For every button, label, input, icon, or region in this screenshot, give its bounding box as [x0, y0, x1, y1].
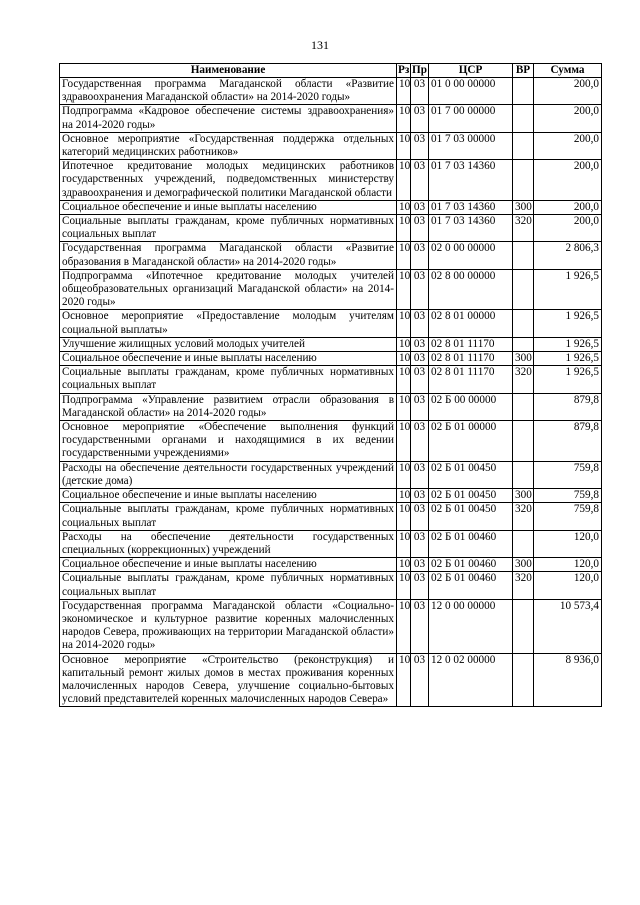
- page-number: 131: [311, 38, 329, 52]
- table-row: [60, 160, 602, 201]
- table-row: [60, 599, 602, 653]
- row-vr: 320: [513, 503, 534, 530]
- row-sum: 200,0: [534, 105, 602, 132]
- row-rz: 10: [397, 653, 411, 707]
- row-sum: 1 926,5: [534, 366, 602, 393]
- row-vr: [513, 337, 534, 351]
- row-name: Расходы на обеспечение деятельности государственных специальных (коррекционных) учреждений: [60, 530, 397, 557]
- row-vr: [513, 105, 534, 132]
- table-row: [60, 489, 602, 503]
- row-rz: 10: [397, 269, 411, 310]
- row-sum: 10 573,4: [534, 599, 602, 653]
- row-name: Социальное обеспечение и иные выплаты населению: [60, 489, 397, 503]
- row-csr: 02 8 01 11170: [429, 352, 513, 366]
- row-csr: 01 7 00 00000: [429, 105, 513, 132]
- row-pr: 03: [411, 461, 429, 488]
- row-vr: [513, 599, 534, 653]
- row-name: Расходы на обеспечение деятельности государственных учреждений (детские дома): [60, 461, 397, 488]
- row-rz: 10: [397, 242, 411, 269]
- row-name: Основное мероприятие «Предоставление молодым учителям социальной выплаты»: [60, 310, 397, 337]
- row-csr: 02 Б 01 00460: [429, 530, 513, 557]
- row-pr: 03: [411, 503, 429, 530]
- row-sum: 1 926,5: [534, 269, 602, 310]
- row-sum: 120,0: [534, 530, 602, 557]
- row-pr: 03: [411, 421, 429, 462]
- row-sum: 200,0: [534, 132, 602, 159]
- row-pr: 03: [411, 489, 429, 503]
- row-pr: 03: [411, 352, 429, 366]
- row-rz: 10: [397, 530, 411, 557]
- row-csr: 02 Б 01 00450: [429, 489, 513, 503]
- header-vr: ВР: [513, 64, 534, 78]
- row-name: Основное мероприятие «Обеспечение выполнения функций государственными органами и находящимися в их ведении государственными учреждениями»: [60, 421, 397, 462]
- row-vr: [513, 269, 534, 310]
- row-pr: 03: [411, 572, 429, 599]
- row-vr: 300: [513, 558, 534, 572]
- budget-table: [59, 63, 602, 707]
- row-pr: 03: [411, 653, 429, 707]
- row-rz: 10: [397, 489, 411, 503]
- row-sum: 1 926,5: [534, 310, 602, 337]
- row-csr: 02 0 00 00000: [429, 242, 513, 269]
- row-pr: 03: [411, 530, 429, 557]
- table-row: [60, 572, 602, 599]
- row-sum: 200,0: [534, 215, 602, 242]
- row-name: Ипотечное кредитование молодых медицинских работников государственных учреждений, подведомственных министерству здравоохранения и демографической политики Магаданской области: [60, 160, 397, 201]
- row-csr: 01 7 03 14360: [429, 200, 513, 214]
- row-name: Социальные выплаты гражданам, кроме публичных нормативных социальных выплат: [60, 215, 397, 242]
- row-vr: [513, 530, 534, 557]
- row-pr: 03: [411, 160, 429, 201]
- row-rz: 10: [397, 461, 411, 488]
- row-name: Социальные выплаты гражданам, кроме публичных нормативных социальных выплат: [60, 503, 397, 530]
- row-sum: 200,0: [534, 160, 602, 201]
- row-vr: [513, 242, 534, 269]
- row-name: Государственная программа Магаданской области «Социально-экономическое и культурное развитие коренных малочисленных народов Севера, проживающих на территории Магаданской области» на 2014-2020 годы»: [60, 599, 397, 653]
- header-pr: Пр: [412, 64, 427, 76]
- row-rz: 10: [397, 310, 411, 337]
- header-csr: ЦСР: [429, 64, 513, 78]
- row-csr: 02 8 01 00000: [429, 310, 513, 337]
- row-rz: 10: [397, 366, 411, 393]
- row-sum: 759,8: [534, 503, 602, 530]
- row-csr: 02 Б 01 00000: [429, 421, 513, 462]
- row-sum: 120,0: [534, 572, 602, 599]
- table-row: [60, 653, 602, 707]
- row-rz: 10: [397, 105, 411, 132]
- row-vr: 300: [513, 352, 534, 366]
- table-row: [60, 215, 602, 242]
- table-row: [60, 269, 602, 310]
- row-csr: 01 0 00 00000: [429, 78, 513, 105]
- table-row: [60, 105, 602, 132]
- row-sum: 200,0: [534, 200, 602, 214]
- row-pr: 03: [411, 599, 429, 653]
- row-rz: 10: [397, 337, 411, 351]
- row-pr: 03: [411, 337, 429, 351]
- row-vr: [513, 132, 534, 159]
- row-name: Социальные выплаты гражданам, кроме публичных нормативных социальных выплат: [60, 366, 397, 393]
- row-pr: 03: [411, 310, 429, 337]
- row-sum: 759,8: [534, 461, 602, 488]
- row-vr: [513, 310, 534, 337]
- row-sum: 200,0: [534, 78, 602, 105]
- row-csr: 12 0 02 00000: [429, 653, 513, 707]
- row-pr: 03: [411, 200, 429, 214]
- row-sum: 1 926,5: [534, 352, 602, 366]
- table-row: [60, 242, 602, 269]
- row-csr: 02 Б 00 00000: [429, 393, 513, 420]
- table-row: [60, 558, 602, 572]
- row-pr: 03: [411, 558, 429, 572]
- row-sum: 759,8: [534, 489, 602, 503]
- row-csr: 02 Б 01 00450: [429, 461, 513, 488]
- row-rz: 10: [397, 393, 411, 420]
- row-name: Основное мероприятие «Государственная поддержка отдельных категорий медицинских работников»: [60, 132, 397, 159]
- table-row: [60, 310, 602, 337]
- row-vr: 320: [513, 215, 534, 242]
- row-name: Подпрограмма «Управление развитием отрасли образования в Магаданской области» на 2014-2020 годы»: [60, 393, 397, 420]
- table-row: [60, 337, 602, 351]
- row-vr: [513, 461, 534, 488]
- table-row: [60, 352, 602, 366]
- row-rz: 10: [397, 503, 411, 530]
- row-rz: 10: [397, 421, 411, 462]
- row-pr: 03: [411, 78, 429, 105]
- row-sum: 1 926,5: [534, 337, 602, 351]
- row-pr: 03: [411, 269, 429, 310]
- table-row: [60, 421, 602, 462]
- row-pr: 03: [411, 242, 429, 269]
- row-vr: [513, 78, 534, 105]
- row-sum: 8 936,0: [534, 653, 602, 707]
- row-name: Основное мероприятие «Строительство (реконструкция) и капитальный ремонт жилых домов в местах проживания коренных малочисленных народов Севера, улучшение социально-бытовых условий представителей коренных малочисленных народов Севера»: [60, 653, 397, 707]
- row-pr: 03: [411, 215, 429, 242]
- row-csr: 02 Б 01 00460: [429, 558, 513, 572]
- header-rz: Рз: [398, 64, 410, 76]
- row-vr: [513, 393, 534, 420]
- table-row: [60, 132, 602, 159]
- row-csr: 01 7 03 00000: [429, 132, 513, 159]
- row-vr: 320: [513, 572, 534, 599]
- row-pr: 03: [411, 132, 429, 159]
- row-sum: 2 806,3: [534, 242, 602, 269]
- row-pr: 03: [411, 393, 429, 420]
- row-pr: 03: [411, 105, 429, 132]
- row-sum: 120,0: [534, 558, 602, 572]
- row-vr: [513, 653, 534, 707]
- row-pr: 03: [411, 366, 429, 393]
- table-row: [60, 78, 602, 105]
- row-name: Государственная программа Магаданской области «Развитие образования в Магаданской области» на 2014-2020 годы»: [60, 242, 397, 269]
- row-rz: 10: [397, 200, 411, 214]
- row-name: Социальное обеспечение и иные выплаты населению: [60, 200, 397, 214]
- table-body: [60, 78, 602, 707]
- table-header-row: [60, 64, 602, 78]
- row-name: Улучшение жилищных условий молодых учителей: [60, 337, 397, 351]
- row-name: Социальное обеспечение и иные выплаты населению: [60, 352, 397, 366]
- row-vr: [513, 421, 534, 462]
- row-rz: 10: [397, 132, 411, 159]
- row-vr: [513, 160, 534, 201]
- row-csr: 02 8 01 11170: [429, 366, 513, 393]
- table-row: [60, 503, 602, 530]
- table-row: [60, 530, 602, 557]
- row-rz: 10: [397, 572, 411, 599]
- table-row: [60, 393, 602, 420]
- row-csr: 02 8 01 11170: [429, 337, 513, 351]
- row-rz: 10: [397, 78, 411, 105]
- row-csr: 02 Б 01 00460: [429, 572, 513, 599]
- row-vr: 320: [513, 366, 534, 393]
- row-csr: 02 8 00 00000: [429, 269, 513, 310]
- row-rz: 10: [397, 160, 411, 201]
- row-name: Государственная программа Магаданской области «Развитие здравоохранения Магаданской области» на 2014-2020 годы»: [60, 78, 397, 105]
- row-name: Социальные выплаты гражданам, кроме публичных нормативных социальных выплат: [60, 572, 397, 599]
- table-row: [60, 461, 602, 488]
- row-csr: 01 7 03 14360: [429, 215, 513, 242]
- row-csr: 12 0 00 00000: [429, 599, 513, 653]
- row-rz: 10: [397, 558, 411, 572]
- row-csr: 02 Б 01 00450: [429, 503, 513, 530]
- row-sum: 879,8: [534, 393, 602, 420]
- row-rz: 10: [397, 599, 411, 653]
- row-rz: 10: [397, 352, 411, 366]
- row-sum: 879,8: [534, 421, 602, 462]
- row-vr: 300: [513, 200, 534, 214]
- table-row: [60, 366, 602, 393]
- row-rz: 10: [397, 215, 411, 242]
- table-row: [60, 200, 602, 214]
- row-name: Социальное обеспечение и иные выплаты населению: [60, 558, 397, 572]
- row-csr: 01 7 03 14360: [429, 160, 513, 201]
- header-name: Наименование: [60, 64, 397, 78]
- header-sum: Сумма: [534, 64, 602, 78]
- row-vr: 300: [513, 489, 534, 503]
- row-name: Подпрограмма «Ипотечное кредитование молодых учителей общеобразовательных организаций Магаданской области» на 2014-2020 годы»: [60, 269, 397, 310]
- row-name: Подпрограмма «Кадровое обеспечение системы здравоохранения» на 2014-2020 годы»: [60, 105, 397, 132]
